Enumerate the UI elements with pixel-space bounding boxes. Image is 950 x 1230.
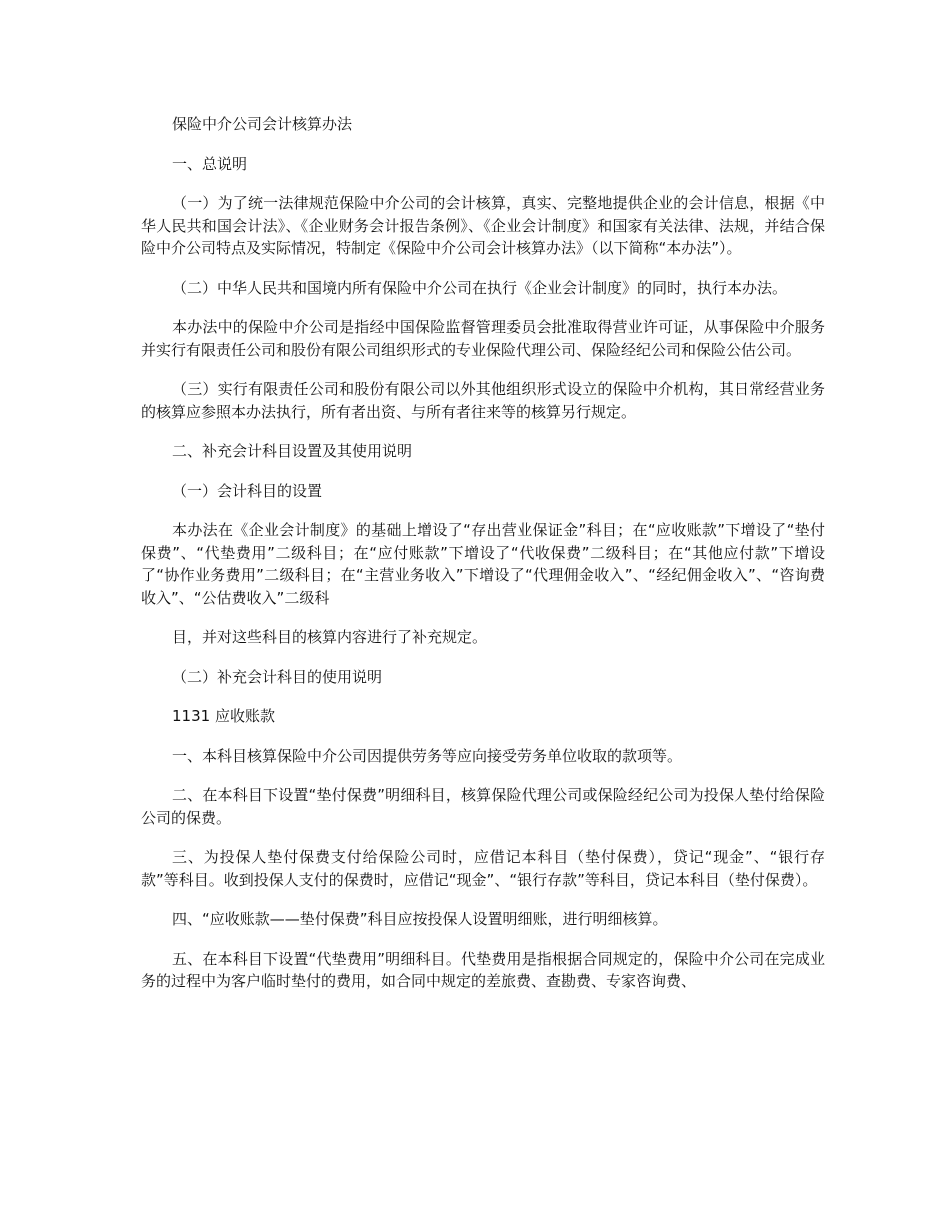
- paragraph: （二）中华人民共和国境内所有保险中介公司在执行《企业会计制度》的同时，执行本办法。: [172, 278, 788, 297]
- paragraph: 目，并对这些科目的核算内容进行了补充规定。: [172, 628, 488, 646]
- section-heading: 二、补充会计科目设置及其使用说明: [172, 442, 413, 460]
- paragraph: 本办法在《企业会计制度》的基础上增设了“存出营业保证金”科目；在“应收账款”下增设了“垫付保费”、“代垫费用”二级科目；在“应付账款”下增设了“代收保费”二级科目；在“其他应付款”下增设了“协作业务费用”二级科目；在“主营业务收入”下增设了“代理佣金收入”、“经纪佣金收入”、“咨询费收入”、“公估费收入”二级科: [141, 521, 825, 607]
- paragraph: （一）为了统一法律规范保险中介公司的会计核算，真实、完整地提供企业的会计信息，根据《中华人民共和国会计法》、《企业财务会计报告条例》、《企业会计制度》和国家有关法律、法规，并结合保险中介公司特点及实际情况，特制定《保险中介公司会计核算办法》（以下简称“本办法”）。: [141, 194, 825, 257]
- document-title: 保险中介公司会计核算办法: [172, 115, 353, 133]
- paragraph: 三、为投保人垫付保费支付给保险公司时，应借记本科目（垫付保费），贷记“现金”、“银行存款”等科目。收到投保人支付的保费时，应借记“现金”、“银行存款”等科目，贷记本科目（垫付保费）。: [141, 848, 825, 889]
- paragraph: 一、本科目核算保险中介公司因提供劳务等应向接受劳务单位收取的款项等。: [172, 746, 683, 765]
- account-heading: 1131 应收账款: [172, 707, 275, 725]
- paragraph: 二、在本科目下设置“垫付保费”明细科目，核算保险代理公司或保险经纪公司为投保人垫付给保险公司的保费。: [141, 786, 825, 827]
- paragraph: 本办法中的保险中介公司是指经中国保险监督管理委员会批准取得营业许可证，从事保险中介服务并实行有限责任公司和股份有限公司组织形式的专业保险代理公司、保险经纪公司和保险公估公司。: [141, 318, 825, 359]
- subsection-heading: （一）会计科目的设置: [172, 481, 323, 500]
- paragraph: 四、“应收账款——垫付保费”科目应按投保人设置明细账，进行明细核算。: [172, 910, 668, 928]
- paragraph: （三）实行有限责任公司和股份有限公司以外其他组织形式设立的保险中介机构，其日常经营业务的核算应参照本办法执行，所有者出资、与所有者往来等的核算另行规定。: [141, 380, 825, 421]
- subsection-heading: （二）补充会计科目的使用说明: [172, 667, 383, 686]
- document-page: [141, 113, 825, 1010]
- paragraph: 五、在本科目下设置“代垫费用”明细科目。代垫费用是指根据合同规定的，保险中介公司在完成业务的过程中为客户临时垫付的费用，如合同中规定的差旅费、查勘费、专家咨询费、: [141, 949, 825, 990]
- section-heading: 一、总说明: [172, 154, 248, 173]
